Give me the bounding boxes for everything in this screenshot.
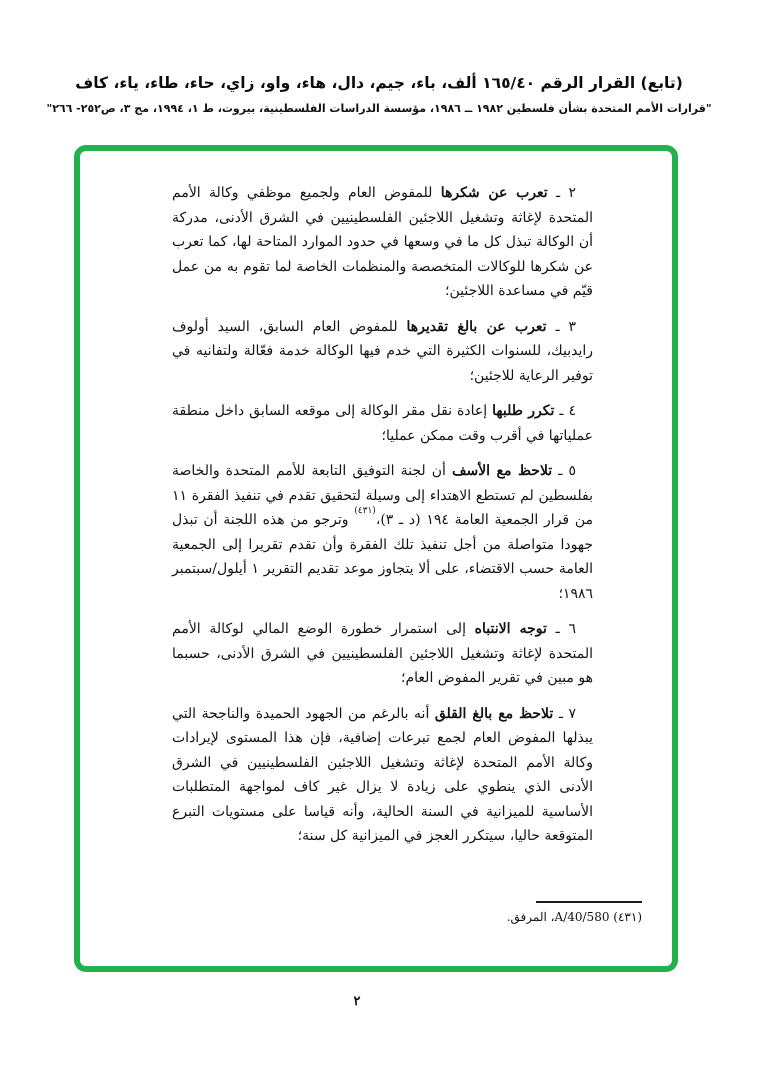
footnote-reference: (٤٣١)	[354, 506, 376, 517]
page-number: ٢	[353, 994, 361, 1009]
resolution-paragraphs	[172, 181, 593, 860]
paragraph-text: ٦ ـ	[546, 621, 576, 637]
paragraph-text: ٢ ـ	[547, 185, 576, 201]
paragraph-text: ٧ ـ	[553, 705, 576, 722]
paragraph-text: للمفوض العام ولجميع موظفي وكالة الأمم المتحدة لإغاثة وتشغيل اللاجئين الفلسطينيين في الشرق الأدنى، مدركة أن الوكالة تبذل كل ما في وسعها في حدود الموارد المتاحة لها، كما تعرب عن شكرها للوكالات المتخصصة والمنظمات الخاصة لما تقوم به من عمل قيّم في مساعدة اللاجئين؛	[172, 185, 593, 299]
paragraph-lead-phrase: تلاحظ مع بالغ القلق	[434, 705, 554, 722]
paragraph-٥	[172, 459, 593, 606]
resolution-box	[74, 145, 678, 972]
paragraph-text: وترجو من هذه اللجنة أن تبذل جهودا متواصلة من أجل تنفيذ تلك الفقرة وأن تقدم تقريرا إلى الجمعية العامة حسب الاقتضاء، على ألا يتجاوز موعد تقديم التقرير ١ أيلول/سبتمبر ١٩٨٦؛	[172, 512, 594, 602]
paragraph-text: ٥ ـ	[552, 463, 576, 479]
paragraph-text: إعادة نقل مقر الوكالة إلى موقعه السابق داخل منطقة عملياتها في أقرب وقت ممكن عمليا؛	[172, 403, 593, 444]
paragraph-text: إلى استمرار خطورة الوضع المالي لوكالة الأمم المتحدة لإغاثة وتشغيل اللاجئين الفلسطينيين في الشرق الأدنى، حسبما هو مبين في تقرير المفوض العام؛	[172, 621, 593, 686]
paragraph-lead-phrase: تعرب عن بالغ تقديرها	[406, 318, 547, 335]
paragraph-lead-phrase: تكرر طلبها	[492, 403, 555, 419]
paragraph-٢	[172, 181, 593, 304]
paragraph-text: للمفوض العام السابق، السيد أولوف رايدبيك، للسنوات الكثيرة التي خدم فيها الوكالة خدمة فعّالة ولتفانيه في توفير الرعاية للاجئين؛	[172, 318, 593, 384]
paragraph-٣	[172, 315, 593, 389]
paragraph-lead-phrase: تعرب عن شكرها	[440, 185, 548, 201]
page-title: (تابع) القرار الرقم ١٦٥/٤٠ ألف، باء، جيم، دال، هاء، واو، زاي، حاء، طاء، ياء، كاف	[75, 74, 683, 92]
footnote-text: (٤٣١) A/40/580، المرفق.	[506, 910, 642, 924]
footnote-area	[507, 901, 642, 924]
paragraph-lead-phrase: توجه الانتباه	[474, 621, 547, 637]
paragraph-٤	[172, 399, 593, 448]
footnote-separator-rule	[536, 901, 642, 903]
paragraph-text: أن لجنة التوفيق التابعة للأمم المتحدة والخاصة بفلسطين لم تستطع الاهتداء إلى وسيلة لتحقيق تقدم في تنفيذ الفقرة ١١ من قرار الجمعية العامة ١٩٤ (د ـ ٣)،	[172, 463, 593, 528]
paragraph-٧	[172, 702, 593, 849]
paragraph-text: ٤ ـ	[554, 403, 576, 419]
source-citation-line: "قرارات الأمم المتحدة بشأن فلسطين ١٩٨٢ ــ ١٩٨٦، مؤسسة الدراسات الفلسطينية، بيروت، ط ١، ١٩٩٤، مج ٣، ص٢٥٢- ٢٦٦"	[46, 102, 712, 115]
paragraph-٦	[172, 617, 593, 691]
paragraph-text: ٣ ـ	[546, 318, 576, 335]
paragraph-text: أنه بالرغم من الجهود الحميدة والناجحة التي يبذلها المفوض العام لجمع تبرعات إضافية، فإن هذا المستوى لإيرادات وكالة الأمم المتحدة لإغاثة وتشغيل اللاجئين الفلسطينيين في الشرق الأدنى الذي ينطوي على زيادة لا يزال غير كاف لمواجهة المتطلبات الأساسية للميزانية في السنة الحالية، وأنه قياسا على مستويات التبرع المتوقعة حاليا، سيتكرر العجز في الميزانية كل سنة؛	[172, 705, 593, 844]
paragraph-lead-phrase: تلاحظ مع الأسف	[451, 463, 553, 479]
